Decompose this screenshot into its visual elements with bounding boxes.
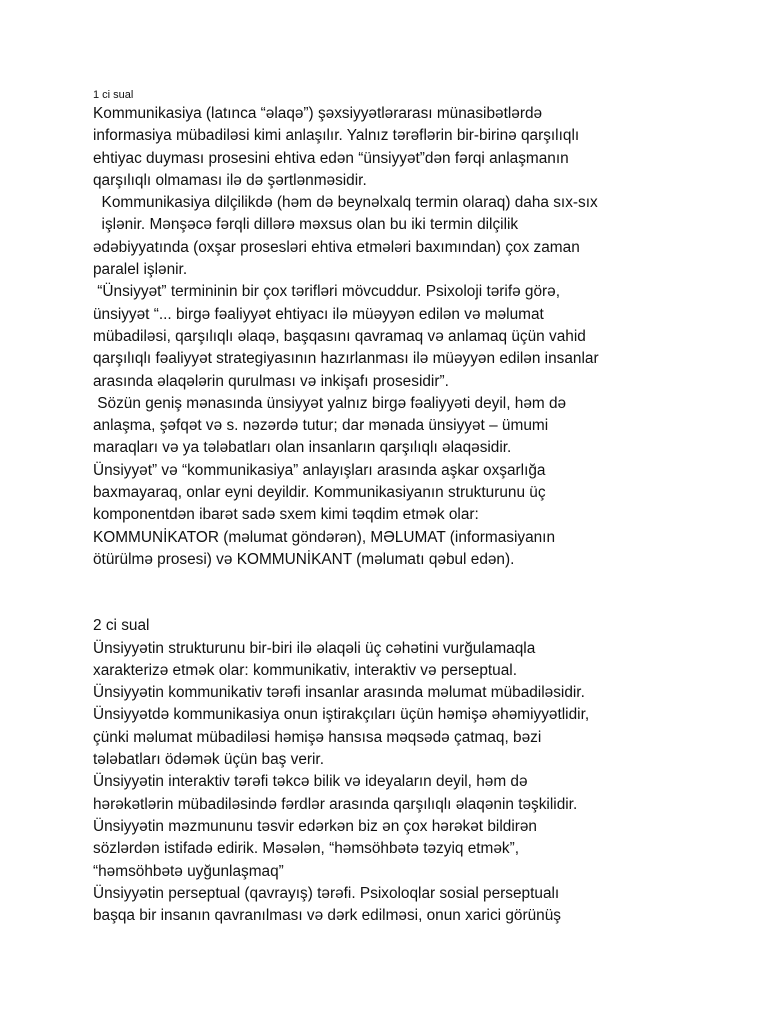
paragraph-line: Sözün geniş mənasında ünsiyyət yalnız birgə fəaliyyəti deyil, həm də <box>93 394 567 412</box>
paragraph-line: Ünsiyyətin interaktiv tərəfi təkcə bilik və ideyaların deyil, həm də <box>93 773 528 791</box>
paragraph-line: çünki məlumat mübadiləsi həmişə hansısa məqsədə çatmaq, bəzi <box>93 728 542 746</box>
section-2-heading: 2 ci sual <box>93 617 150 635</box>
paragraph-line: baxmayaraq, onlar eyni deyildir. Kommunikasiyanın strukturunu üç <box>93 484 546 502</box>
paragraph-line: ədəbiyyatında (oxşar prosesləri ehtiva etmələri baxımından) çox zaman <box>93 238 580 256</box>
paragraph-line: Ünsiyyətin məzmununu təsvir edərkən biz ən çox hərəkət bildirən <box>93 817 537 835</box>
paragraph-line: Ünsiyyətdə kommunikasiya onun iştirakçıları üçün həmişə əhəmiyyətlidir, <box>93 706 590 724</box>
paragraph-line: ötürülmə prosesi) və KOMMUNİKANT (məlumatı qəbul edən). <box>93 550 515 568</box>
paragraph-line: ünsiyyət “... birgə fəaliyyət ehtiyacı ilə müəyyən edilən və məlumat <box>93 305 544 323</box>
paragraph-line: paralel işlənir. <box>93 261 188 279</box>
section-1-heading: 1 ci sual <box>93 89 134 101</box>
section-spacer <box>93 571 693 615</box>
paragraph-line: mübadiləsi, qarşılıqlı əlaqə, başqasını qavramaq və anlamaq üçün vahid <box>93 327 586 345</box>
paragraph-line: Ünsiyyət” və “kommunikasiya” anlayışları arasında aşkar oxşarlığa <box>93 461 546 479</box>
paragraph-line: komponentdən ibarət sadə sxem kimi təqdim etmək olar: <box>93 506 479 524</box>
paragraph-line: tələbatları ödəmək üçün baş verir. <box>93 751 324 769</box>
paragraph-line: “həmsöhbətə uyğunlaşmaq” <box>93 862 284 880</box>
paragraph-line: anlaşma, şəfqət və s. nəzərdə tutur; dar mənada ünsiyyət – ümumi <box>93 417 549 435</box>
paragraph-line: Kommunikasiya (latınca “əlaqə”) şəxsiyyətlərarası münasibətlərdə <box>93 105 543 122</box>
section-2 <box>93 615 693 927</box>
paragraph-line: başqa bir insanın qavranılması və dərk edilməsi, onun xarici görünüş <box>93 907 561 925</box>
paragraph-line: Ünsiyyətin strukturunu bir-biri ilə əlaqəli üç cəhətini vurğulamaqla <box>93 639 536 657</box>
paragraph-line: qarşılıqlı olmaması ilə də şərtlənməsidir. <box>93 171 367 189</box>
paragraph-line: maraqları və ya tələbatları olan insanların qarşılıqlı əlaqəsidir. <box>93 439 512 457</box>
paragraph-line: Kommunikasiya dilçilikdə (həm də beynəlxalq termin olaraq) daha sıx-sıx <box>93 194 598 212</box>
paragraph-line: sözlərdən istifadə edirik. Məsələn, “həmsöhbətə təzyiq etmək”, <box>93 840 520 858</box>
paragraph-line: xarakterizə etmək olar: kommunikativ, interaktiv və perseptual. <box>93 661 517 679</box>
paragraph-line: arasında əlaqələrin qurulması və inkişafı prosesidir”. <box>93 372 449 390</box>
paragraph-line: Ünsiyyətin perseptual (qavrayış) tərəfi. Psixoloqlar sosial perseptualı <box>93 884 560 902</box>
paragraph-line: “Ünsiyyət” termininin bir çox tərifləri mövcuddur. Psixoloji tərifə görə, <box>93 283 561 301</box>
paragraph-line: qarşılıqlı fəaliyyət strategiyasının hazırlanması ilə müəyyən edilən insanlar <box>93 350 599 368</box>
document-content <box>93 87 693 927</box>
paragraph-line: KOMMUNİKATOR (məlumat göndərən), MƏLUMAT (informasiyanın <box>93 528 556 546</box>
paragraph-line: ehtiyac duyması prosesini ehtiva edən “ünsiyyət”dən fərqi anlaşmanın <box>93 149 569 167</box>
paragraph-line: işlənir. Mənşəcə fərqli dillərə məxsus olan bu iki termin dilçilik <box>93 216 519 234</box>
paragraph-line: informasiya mübadiləsi kimi anlaşılır. Yalnız tərəflərin bir-birinə qarşılıqlı <box>93 127 580 145</box>
section-1 <box>93 87 693 571</box>
paragraph-line: hərəkətlərin mübadiləsində fərdlər arasında qarşılıqlı əlaqənin təşkilidir. <box>93 795 578 813</box>
paragraph-line: Ünsiyyətin kommunikativ tərəfi insanlar arasında məlumat mübadiləsidir. <box>93 684 585 702</box>
